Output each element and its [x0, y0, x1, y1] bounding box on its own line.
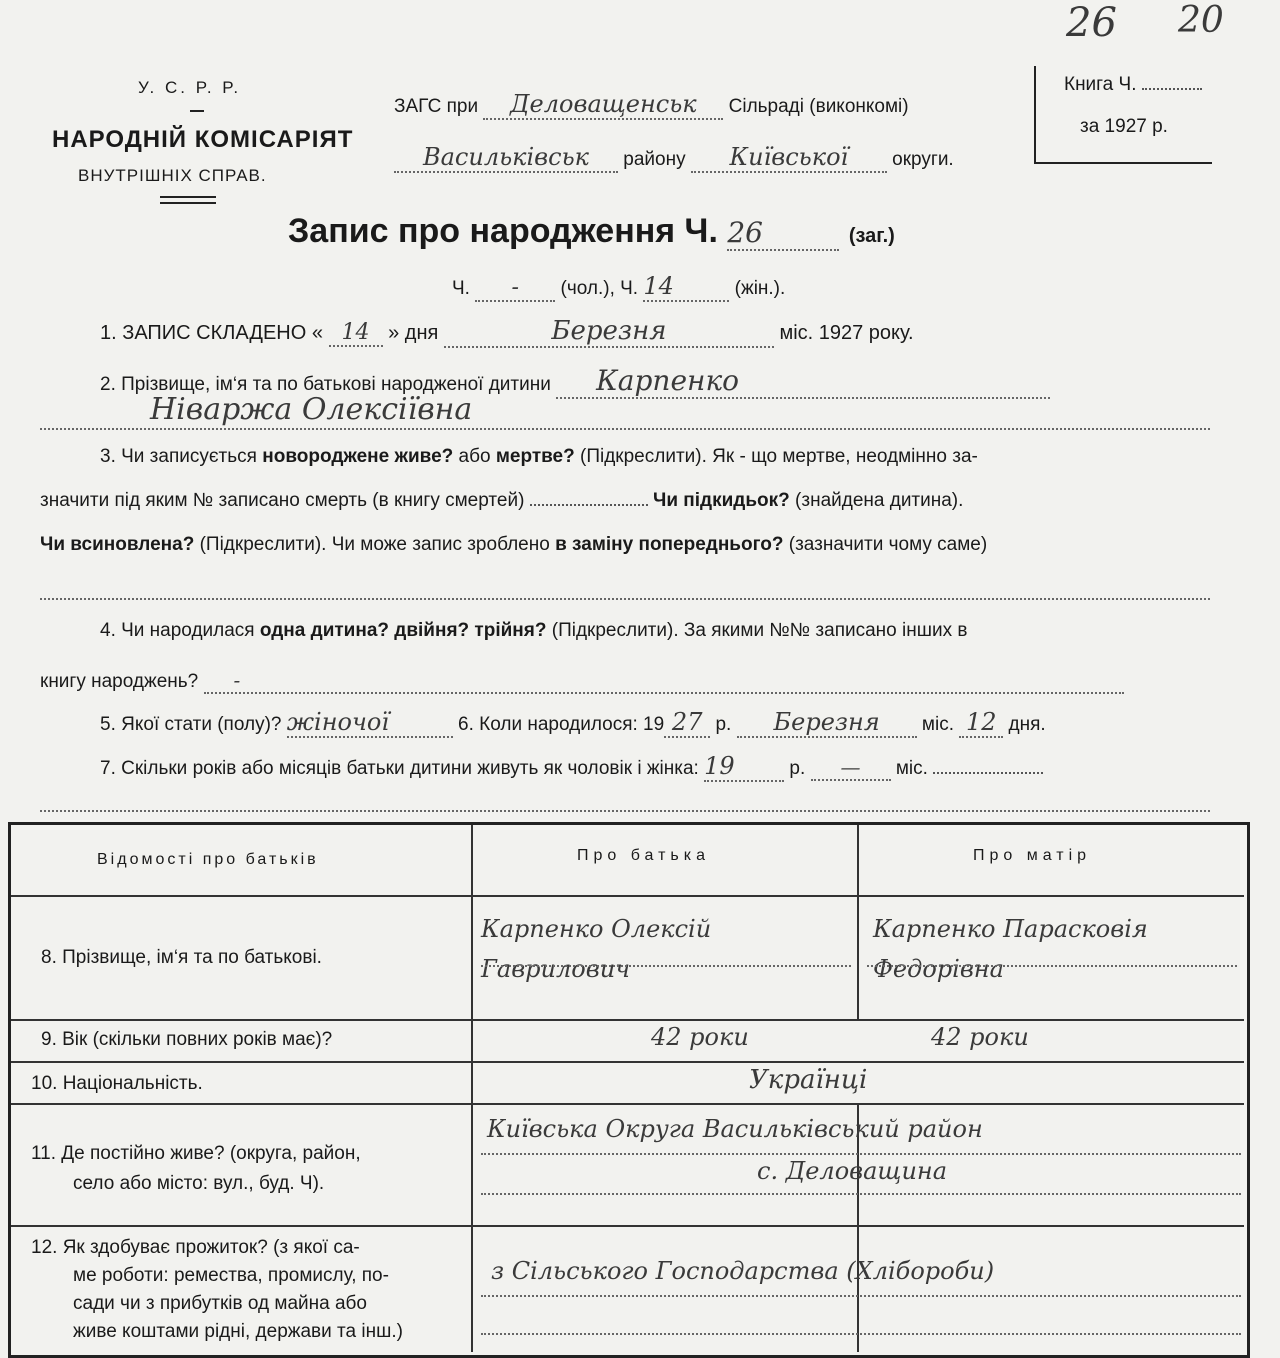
dotted-line	[867, 965, 1237, 967]
header-father: Про батька	[577, 847, 710, 864]
item-7: 7. Скільки років або місяців батьки дитини живуть як чоловік і жінка: 19 р. — міс.	[100, 752, 1043, 782]
child-name-field[interactable]: Ніваржа Олексіївна	[150, 392, 473, 427]
row-divider	[11, 1103, 1244, 1105]
row-12-label-1: 12. Як здобуває прожиток? (з якої са-	[31, 1237, 360, 1258]
book-label: Книга Ч.	[1064, 74, 1202, 96]
archive-number-2: 20	[1178, 0, 1224, 41]
birth-month-field[interactable]: Березня	[737, 708, 917, 738]
sex-field[interactable]: жіночої	[287, 708, 453, 738]
father-name[interactable]: Карпенко Олексій Гаврилович	[481, 915, 712, 983]
row-10-label: 10. Національність.	[31, 1073, 203, 1094]
female-number-field[interactable]: 14	[643, 272, 729, 302]
item-2: 2. Прізвище, ім‘я та по батькові народженої дитини Карпенко	[100, 364, 1050, 399]
record-month-field[interactable]: Березня	[444, 316, 774, 348]
row-12-label-4: живе коштами рідні, держави та інш.)	[73, 1321, 403, 1342]
parents-table	[8, 822, 1250, 1358]
book-year: за 1927 р.	[1080, 116, 1168, 137]
state-abbreviation: У. С. Р. Р.	[138, 78, 242, 97]
divider	[160, 196, 216, 198]
header-mother: Про матір	[973, 847, 1092, 864]
item-4-line1: 4. Чи народилася одна дитина? двійня? трійня? (Підкреслити). За якими №№ записано інших в	[100, 620, 968, 641]
header-info: Відомості про батьків	[97, 851, 319, 868]
item-5-6: 5. Якої стати (полу)? жіночої 6. Коли народилося: 19 27 р. Березня міс. 12 дня.	[100, 708, 1046, 736]
village-field[interactable]: Деловащенськ	[483, 90, 723, 120]
commissariat-title: НАРОДНІЙ КОМІСАРІЯТ	[52, 126, 354, 153]
child-surname-field[interactable]: Карпенко	[556, 364, 1050, 399]
father-age[interactable]: 42 роки	[651, 1023, 749, 1051]
record-day-field[interactable]: 14	[329, 320, 383, 347]
item-3-line2: значити під яким № записано смерть (в книгу смертей) Чи підкидьок? (знайдена дитина).	[40, 490, 964, 511]
row-divider	[11, 895, 1244, 897]
livelihood[interactable]: з Сільського Господарства (Хлібороби)	[491, 1257, 995, 1285]
dotted-line	[40, 810, 1210, 812]
item-1: 1. ЗАПИС СКЛАДЕНО « 14 » дня Березня міс. 1927 року.	[100, 316, 914, 346]
other-births-field[interactable]: -	[204, 668, 1124, 694]
item-4-line2: книгу народжень? -	[40, 668, 1124, 694]
row-divider	[11, 1061, 1244, 1063]
okruha-field[interactable]: Київської	[691, 143, 887, 173]
dotted-line	[40, 428, 1210, 430]
dotted-line	[481, 1295, 1241, 1297]
mother-name[interactable]: Карпенко Парасковія Федорівна	[873, 915, 1148, 983]
record-title: Запис про народження Ч. 26 (заг.)	[288, 212, 895, 250]
record-subnumbers: Ч. - (чол.), Ч. 14 (жін.).	[452, 272, 786, 300]
department-title: ВНУТРІШНІХ СПРАВ.	[78, 166, 267, 185]
dotted-line	[40, 598, 1210, 600]
dotted-line	[481, 1153, 1241, 1155]
column-divider	[471, 825, 473, 1352]
row-9-label: 9. Вік (скільки повних років має)?	[41, 1029, 333, 1050]
residence-line-2[interactable]: с. Деловащина	[757, 1157, 948, 1185]
years-married-field[interactable]: 19	[704, 752, 784, 782]
column-divider	[857, 825, 859, 1019]
district-field[interactable]: Васильківськ	[394, 143, 618, 173]
divider	[160, 202, 216, 204]
male-number-field[interactable]: -	[475, 275, 555, 302]
record-number-field[interactable]: 26	[727, 216, 839, 251]
dotted-line	[481, 1333, 1241, 1335]
months-married-field[interactable]: —	[811, 755, 891, 781]
row-8-label: 8. Прізвище, ім‘я та по батькові.	[41, 947, 322, 968]
archive-number: 26	[1066, 0, 1117, 46]
dotted-line	[481, 965, 851, 967]
item-3-line1: 3. Чи записується новороджене живе? або мертве? (Підкреслити). Як - що мертве, неодмінно за-	[100, 446, 978, 467]
row-divider	[11, 1225, 1244, 1227]
divider	[190, 110, 204, 112]
nationality[interactable]: Українці	[749, 1065, 868, 1095]
district-line: Васильківськ району Київської округи.	[394, 143, 954, 173]
row-11-label-2: село або місто: вул., буд. Ч).	[73, 1173, 325, 1194]
residence-line-1[interactable]: Київська Округа Васильківський район	[487, 1115, 983, 1143]
item-3-line3: Чи всиновлена? (Підкреслити). Чи може запис зроблено в заміну попереднього? (зазначити чому саме)	[40, 534, 988, 555]
mother-age[interactable]: 42 роки	[931, 1023, 1029, 1051]
birth-day-field[interactable]: 12	[959, 708, 1003, 738]
zags-line: ЗАГС при Деловащенськ Сільраді (виконкомі)	[394, 90, 909, 118]
birth-year-field[interactable]: 27	[664, 708, 710, 738]
row-11-label-1: 11. Де постійно живе? (округа, район,	[31, 1143, 361, 1164]
row-12-label-2: ме роботи: ремества, промислу, по-	[73, 1265, 389, 1286]
row-12-label-3: сади чи з прибутків од майна або	[73, 1293, 367, 1314]
row-divider	[11, 1019, 1244, 1021]
dotted-line	[481, 1193, 1241, 1195]
